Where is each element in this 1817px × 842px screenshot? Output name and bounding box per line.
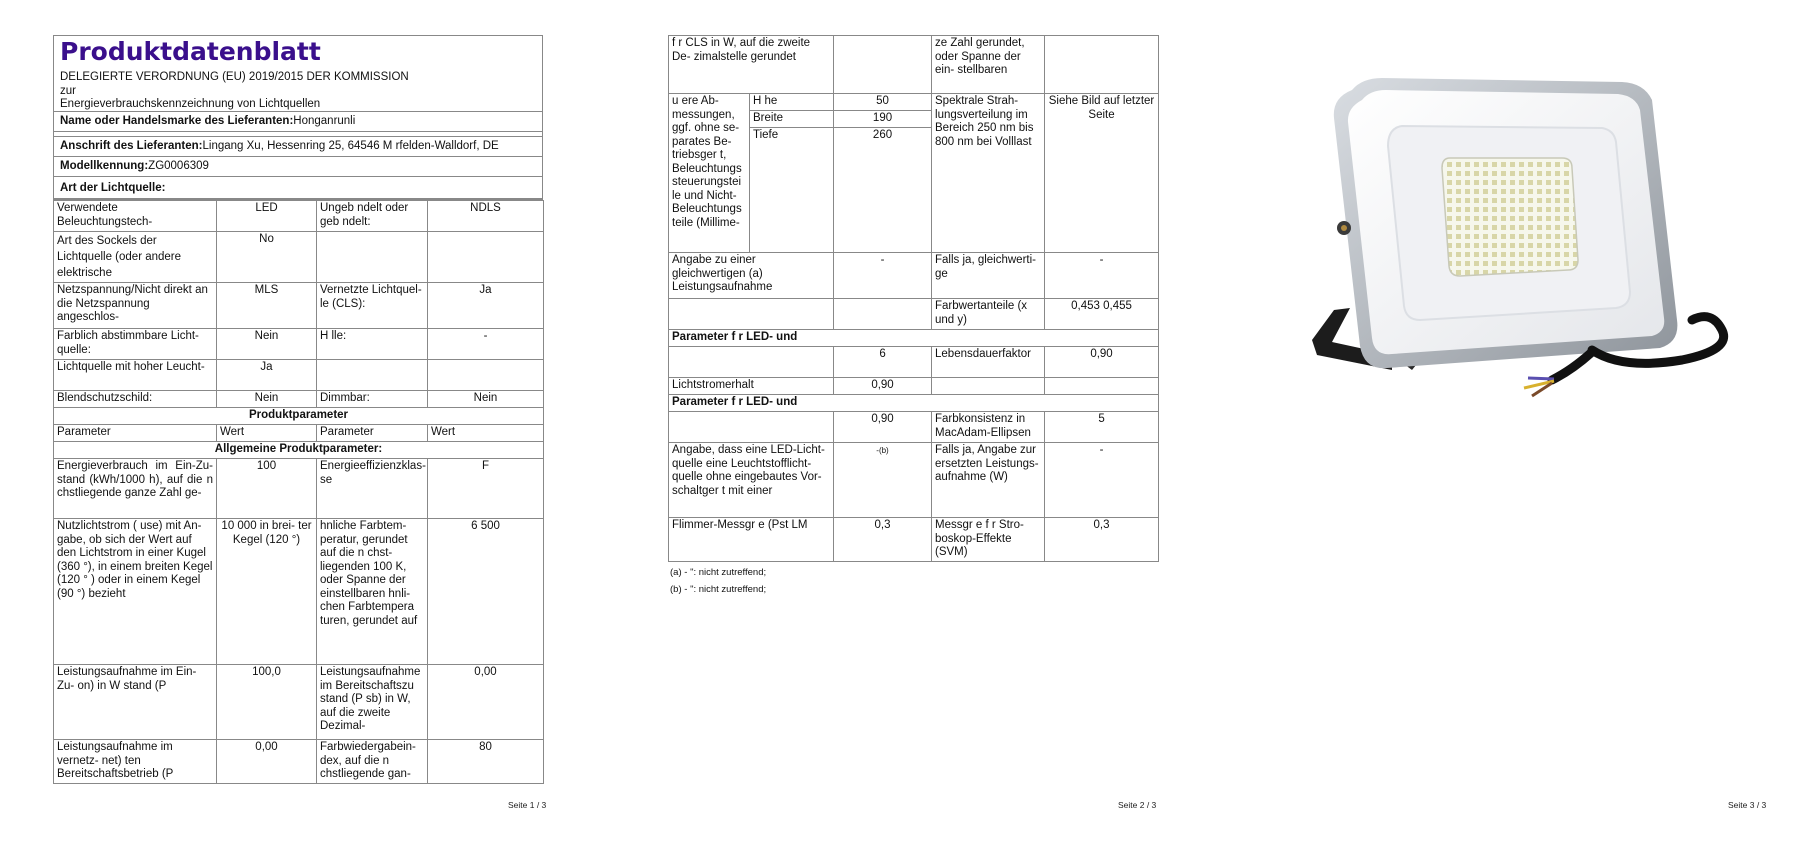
- table-row: [669, 412, 1159, 443]
- height-label: H he: [750, 94, 834, 111]
- supplier-value: Honganrunli: [293, 115, 356, 127]
- dimensions-label: u ere Ab- messungen, ggf. ohne se- parates Be- triebsger t, Beleuchtungs steuerungstei le und Nicht- Beleuchtungs teile (Millime-: [669, 94, 750, 253]
- cell: 0,453 0,455: [1045, 299, 1159, 330]
- table-row: [54, 391, 544, 408]
- supplier-address-row: [54, 136, 542, 157]
- subtitle-line-1: DELEGIERTE VERORDNUNG (EU) 2019/2015 DER KOMMISSION: [60, 71, 409, 83]
- model-row: [54, 157, 542, 177]
- footnotes: [670, 564, 766, 598]
- page-3: [1212, 0, 1817, 842]
- table-row: [669, 299, 1159, 330]
- cell: Leistungsaufnahme im Ein-Zu- on) in W stand (P: [54, 665, 217, 740]
- table-row: [54, 459, 544, 519]
- cell: [1045, 378, 1159, 395]
- table-row: [669, 253, 1159, 299]
- cell: [669, 347, 834, 378]
- datasheet-page-1: [53, 35, 543, 784]
- cell: Falls ja, Angabe zur ersetzten Leistungs- aufnahme (W): [932, 443, 1045, 518]
- cell: [317, 360, 428, 391]
- led-params-heading: Parameter f r LED- und: [669, 330, 1159, 347]
- cell: Verwendete Beleuchtungstech-: [54, 201, 217, 232]
- cell: Energieeffizienzklas- se: [317, 459, 428, 519]
- cell: 0,00: [428, 665, 544, 740]
- cell: NDLS: [428, 201, 544, 232]
- footnote-text: - ": nicht zutreffend;: [684, 567, 767, 578]
- cell: Messgr e f r Stro- boskop-Effekte (SVM): [932, 518, 1045, 562]
- led-floodlight-image: [1292, 70, 1752, 450]
- cell: [834, 299, 932, 330]
- cell: Farbwertanteile (x und y): [932, 299, 1045, 330]
- cell: 100,0: [217, 665, 317, 740]
- cell: -: [428, 329, 544, 360]
- cell: Nein: [217, 391, 317, 408]
- cell: Vernetzte Lichtquel- le (CLS):: [317, 283, 428, 329]
- cell: 5: [1045, 412, 1159, 443]
- regulation-subtitle: [60, 71, 542, 111]
- cell: MLS: [217, 283, 317, 329]
- led-heading-row: [669, 330, 1159, 347]
- cell: Flimmer-Messgr e (Pst LM: [669, 518, 834, 562]
- cell: Nutzlichtstrom ( use) mit An- gabe, ob sich der Wert auf den Lichtstrom in einer Kugel (360 °), in einem breiten Kegel (120 ° ) oder in einem Kegel (90 °) bezieht: [54, 519, 217, 665]
- cell: H lle:: [317, 329, 428, 360]
- cell: Art des Sockels der Lichtquelle (oder andere elektrische: [54, 232, 217, 283]
- led-heading-row: [669, 395, 1159, 412]
- cell: Energieverbrauch im Ein-Zu- stand (kWh/1000 h), auf die n chstliegende ganze Zahl ge-: [54, 459, 217, 519]
- cell: 0,90: [834, 412, 932, 443]
- page-1: [0, 0, 606, 842]
- cell: Blendschutzschild:: [54, 391, 217, 408]
- cell: 0,00: [217, 740, 317, 784]
- depth-value: 260: [834, 128, 932, 253]
- table-row: [54, 665, 544, 740]
- table-row: [54, 519, 544, 665]
- light-type-heading: [54, 179, 542, 199]
- cell: Dimmbar:: [317, 391, 428, 408]
- cell: f r CLS in W, auf die zweite De- zimalstelle gerundet: [669, 36, 834, 94]
- product-params-heading: Produktparameter: [54, 408, 544, 425]
- cell: 6: [834, 347, 932, 378]
- footnote-text: - ": nicht zutreffend;: [684, 584, 767, 595]
- cell: 0,3: [834, 518, 932, 562]
- model-value: ZG0006309: [148, 160, 209, 172]
- datasheet-page-2-table: [668, 35, 1159, 562]
- cell: hnliche Farbtem- peratur, gerundet auf die n chst- liegenden 100 K, oder Spanne der einstellbaren hnli- chen Farbtempera turen, gerundet auf: [317, 519, 428, 665]
- table-row: [669, 443, 1159, 518]
- width-label: Breite: [750, 111, 834, 128]
- col-header: Wert: [428, 425, 544, 442]
- cell: Farbkonsistenz in MacAdam-Ellipsen: [932, 412, 1045, 443]
- cell: -(b): [834, 443, 932, 518]
- light-source-table: [53, 200, 544, 784]
- cell: Nein: [217, 329, 317, 360]
- subtitle-line-2: zur: [60, 84, 76, 97]
- cell: 0,90: [1045, 347, 1159, 378]
- wire-blue: [1528, 378, 1554, 379]
- cell: -: [834, 253, 932, 299]
- depth-label: Tiefe: [750, 128, 834, 253]
- cell: Netzspannung/Nicht direkt an die Netzspannung angeschlos-: [54, 283, 217, 329]
- spectral-label: Spektrale Strah- lungsverteilung im Bereich 250 nm bis 800 nm bei Volllast: [932, 94, 1045, 253]
- cell: [1045, 36, 1159, 94]
- cell: F: [428, 459, 544, 519]
- table-row: [54, 201, 544, 232]
- product-params-heading-row: [54, 408, 544, 425]
- led-array: [1442, 158, 1578, 276]
- cell: 0,3: [1045, 518, 1159, 562]
- cell: Angabe, dass eine LED-Licht- quelle eine Leuchtstofflicht- quelle ohne eingebautes Vor- schaltger t mit einer: [669, 443, 834, 518]
- cell: Lichtstromerhalt: [669, 378, 834, 395]
- table-row: [669, 518, 1159, 562]
- cell: Lebensdauerfaktor: [932, 347, 1045, 378]
- cell: Ja: [217, 360, 317, 391]
- general-params-heading: Allgemeine Produktparameter:: [54, 442, 544, 459]
- col-header: Wert: [217, 425, 317, 442]
- model-label: Modellkennung:: [60, 160, 149, 172]
- footnote-mark: (b): [670, 584, 682, 595]
- page-footer: Seite 2 / 3: [1118, 800, 1157, 810]
- cell: 100: [217, 459, 317, 519]
- cell: 10 000 in brei- ter Kegel (120 °): [217, 519, 317, 665]
- cell: Leistungsaufnahme im vernetz- net) ten Bereitschaftsbetrieb (P: [54, 740, 217, 784]
- footnote-mark: (a): [670, 567, 682, 578]
- light-type-label: Art der Lichtquelle:: [60, 182, 166, 194]
- table-row: [54, 283, 544, 329]
- table-row: [54, 232, 544, 283]
- cell: Ungeb ndelt oder geb ndelt:: [317, 201, 428, 232]
- table-row: [54, 360, 544, 391]
- cell: [317, 232, 428, 283]
- footnote-b: [670, 581, 766, 598]
- cell: LED: [217, 201, 317, 232]
- cell: Angabe zu einer gleichwertigen (a) Leistungsaufnahme: [669, 253, 834, 299]
- general-params-heading-row: [54, 442, 544, 459]
- supplier-label: Name oder Handelsmarke des Lieferanten:: [60, 115, 294, 127]
- page-footer: Seite 3 / 3: [1728, 800, 1767, 810]
- table-row: [669, 347, 1159, 378]
- cell: Farblich abstimmbare Licht- quelle:: [54, 329, 217, 360]
- led-params-heading-2: Parameter f r LED- und: [669, 395, 1159, 412]
- cell: -: [1045, 443, 1159, 518]
- footnote-a: [670, 564, 766, 581]
- cell: 6 500: [428, 519, 544, 665]
- height-value: 50: [834, 94, 932, 111]
- table-row: [54, 329, 544, 360]
- column-headers-row: [54, 425, 544, 442]
- supplier-name-row: [54, 111, 542, 132]
- cell: [834, 36, 932, 94]
- cell: -: [1045, 253, 1159, 299]
- cell: Leistungsaufnahme im Bereitschaftszu stand (P sb) in W, auf die zweite Dezimal-: [317, 665, 428, 740]
- cell: [932, 378, 1045, 395]
- subtitle-line-3: Energieverbrauchskennzeichnung von Lichtquellen: [60, 98, 321, 110]
- col-header: Parameter: [317, 425, 428, 442]
- cell: [669, 299, 834, 330]
- page-footer: Seite 1 / 3: [508, 800, 547, 810]
- col-header: Parameter: [54, 425, 217, 442]
- spectral-value: Siehe Bild auf letzter Seite: [1045, 94, 1159, 253]
- cell: 80: [428, 740, 544, 784]
- address-value: Lingang Xu, Hessenring 25, 64546 M rfelden-Walldorf, DE: [202, 140, 499, 152]
- document-title: Produktdatenblatt: [60, 37, 321, 66]
- cell: Lichtquelle mit hoher Leucht-: [54, 360, 217, 391]
- table-row: [669, 94, 1159, 111]
- cell: ze Zahl gerundet, oder Spanne der ein- stellbaren: [932, 36, 1045, 94]
- cell: [428, 232, 544, 283]
- address-label: Anschrift des Lieferanten:: [60, 140, 203, 152]
- width-value: 190: [834, 111, 932, 128]
- cell: No: [217, 232, 317, 283]
- cell: [669, 412, 834, 443]
- table-row: [669, 378, 1159, 395]
- table-row: [669, 36, 1159, 94]
- cell: Ja: [428, 283, 544, 329]
- cell: Nein: [428, 391, 544, 408]
- cell: 0,90: [834, 378, 932, 395]
- cell: Farbwiedergabein- dex, auf die n chstliegende gan-: [317, 740, 428, 784]
- cell: Falls ja, gleichwerti- ge: [932, 253, 1045, 299]
- table-row: [54, 740, 544, 784]
- page-2: [606, 0, 1212, 842]
- cell: [428, 360, 544, 391]
